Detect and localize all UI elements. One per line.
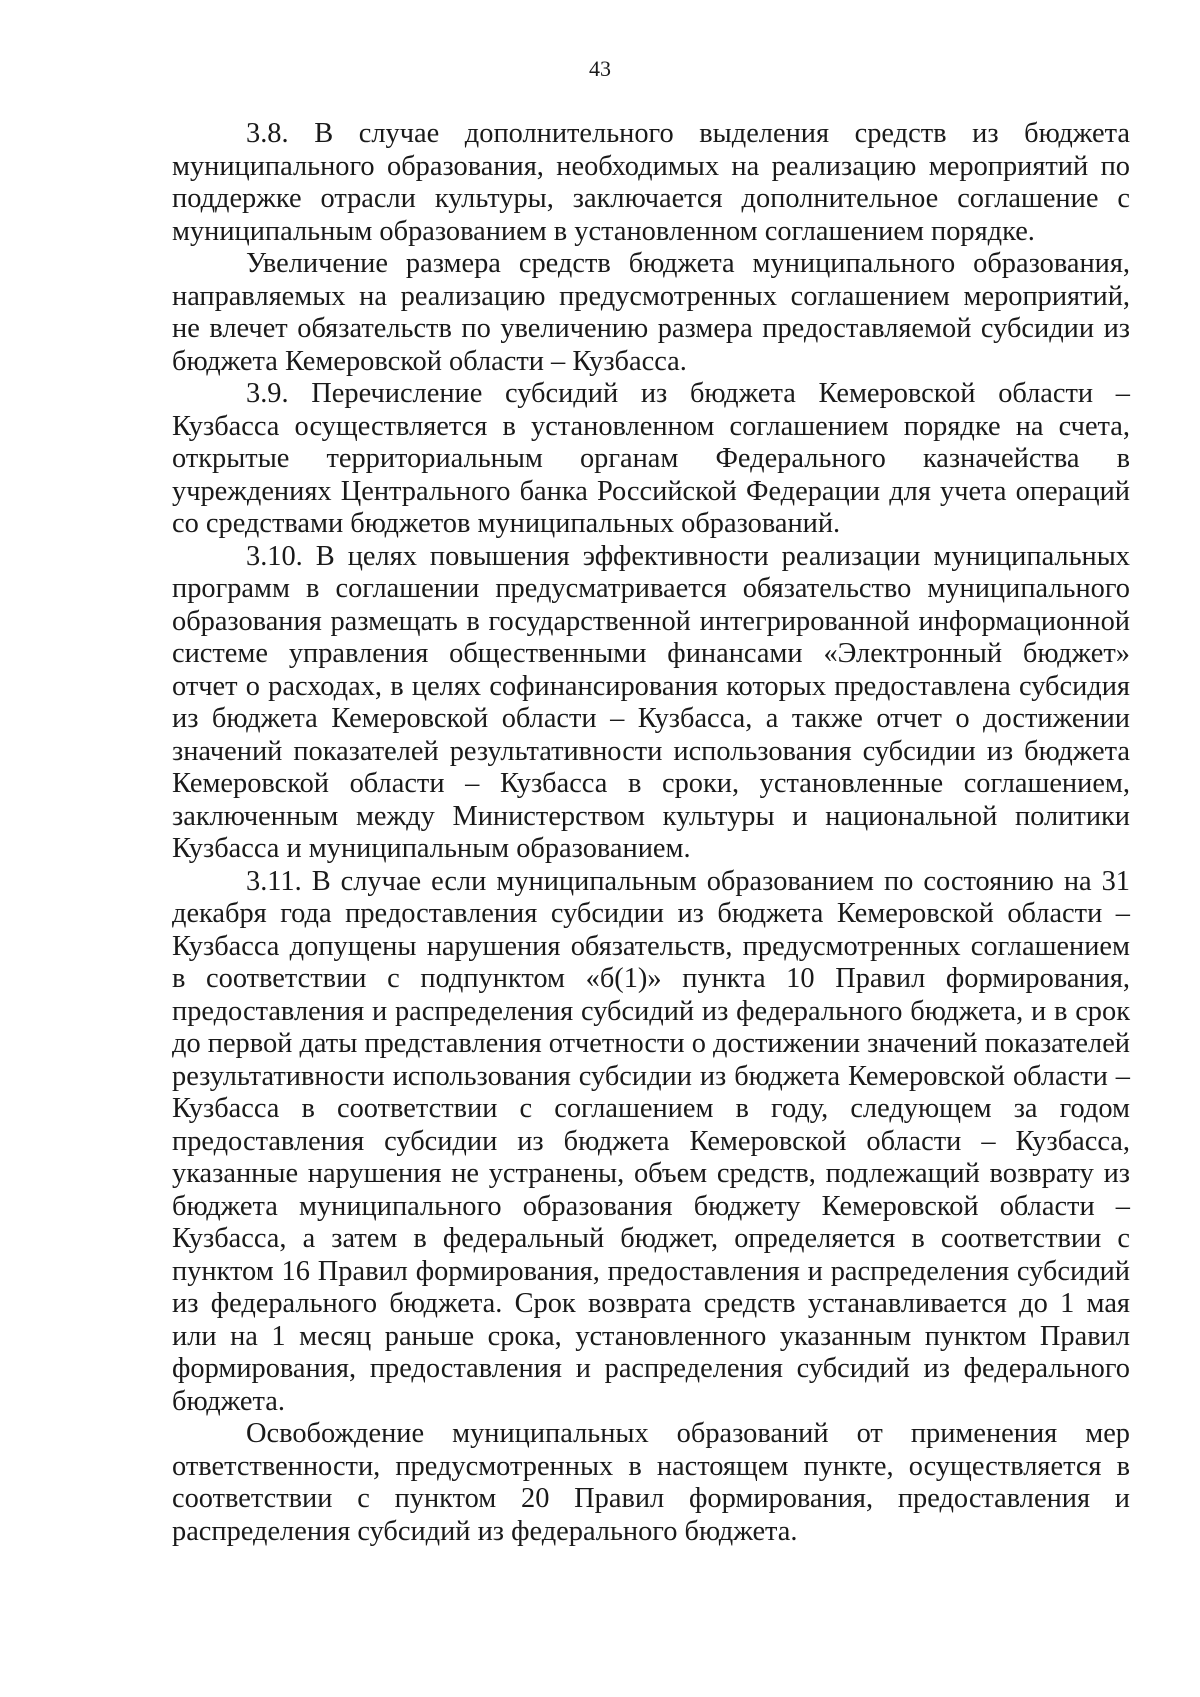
- document-body: [172, 118, 1130, 1548]
- paragraph-3-8: 3.8. В случае дополнительного выделения средств из бюджета муниципального образования, необходимых на реализацию мероприятий по поддержке отрасли культуры, заключается дополнительное соглашение с муниципальным образованием в установленном соглашением порядке.: [172, 118, 1130, 247]
- paragraph-3-11-continuation: Освобождение муниципальных образований от применения мер ответственности, предусмотренных в настоящем пункте, осуществляется в соответствии с пунктом 20 Правил формирования, предоставления и распределения субсидий из федерального бюджета.: [172, 1418, 1130, 1547]
- page-number: 43: [589, 56, 611, 81]
- paragraph-3-11: 3.11. В случае если муниципальным образованием по состоянию на 31 декабря года предоставления субсидии из бюджета Кемеровской области – Кузбасса допущены нарушения обязательств, предусмотренных соглашением в соответствии с подпунктом «б(1)» пункта 10 Правил формирования, предоставления и распределения субсидий из федерального бюджета, и в срок до первой даты представления отчетности о достижении значений показателей результативности использования субсидии из бюджета Кемеровской области – Кузбасса в соответствии с соглашением в году, следующем за годом предоставления субсидии из бюджета Кемеровской области – Кузбасса, указанные нарушения не устранены, объем средств, подлежащий возврату из бюджета муниципального образования бюджету Кемеровской области – Кузбасса, а затем в федеральный бюджет, определяется в соответствии с пунктом 16 Правил формирования, предоставления и распределения субсидий из федерального бюджета. Срок возврата средств устанавливается до 1 мая или на 1 месяц раньше срока, установленного указанным пунктом Правил формирования, предоставления и распределения субсидий из федерального бюджета.: [172, 865, 1130, 1417]
- paragraph-3-8-continuation: Увеличение размера средств бюджета муниципального образования, направляемых на реализацию предусмотренных соглашением мероприятий, не влечет обязательств по увеличению размера предоставляемой субсидии из бюджета Кемеровской области – Кузбасса.: [172, 248, 1130, 377]
- paragraph-3-9: 3.9. Перечисление субсидий из бюджета Кемеровской области – Кузбасса осуществляется в установленном соглашением порядке на счета, открытые территориальным органам Федерального казначейства в учреждениях Центрального банка Российской Федерации для учета операций со средствами бюджетов муниципальных образований.: [172, 378, 1130, 539]
- paragraph-3-10: 3.10. В целях повышения эффективности реализации муниципальных программ в соглашении предусматривается обязательство муниципального образования размещать в государственной интегрированной информационной системе управления общественными финансами «Электронный бюджет» отчет о расходах, в целях софинансирования которых предоставлена субсидия из бюджета Кемеровской области – Кузбасса, а также отчет о достижении значений показателей результативности использования субсидии из бюджета Кемеровской области – Кузбасса в сроки, установленные соглашением, заключенным между Министерством культуры и национальной политики Кузбасса и муниципальным образованием.: [172, 540, 1130, 864]
